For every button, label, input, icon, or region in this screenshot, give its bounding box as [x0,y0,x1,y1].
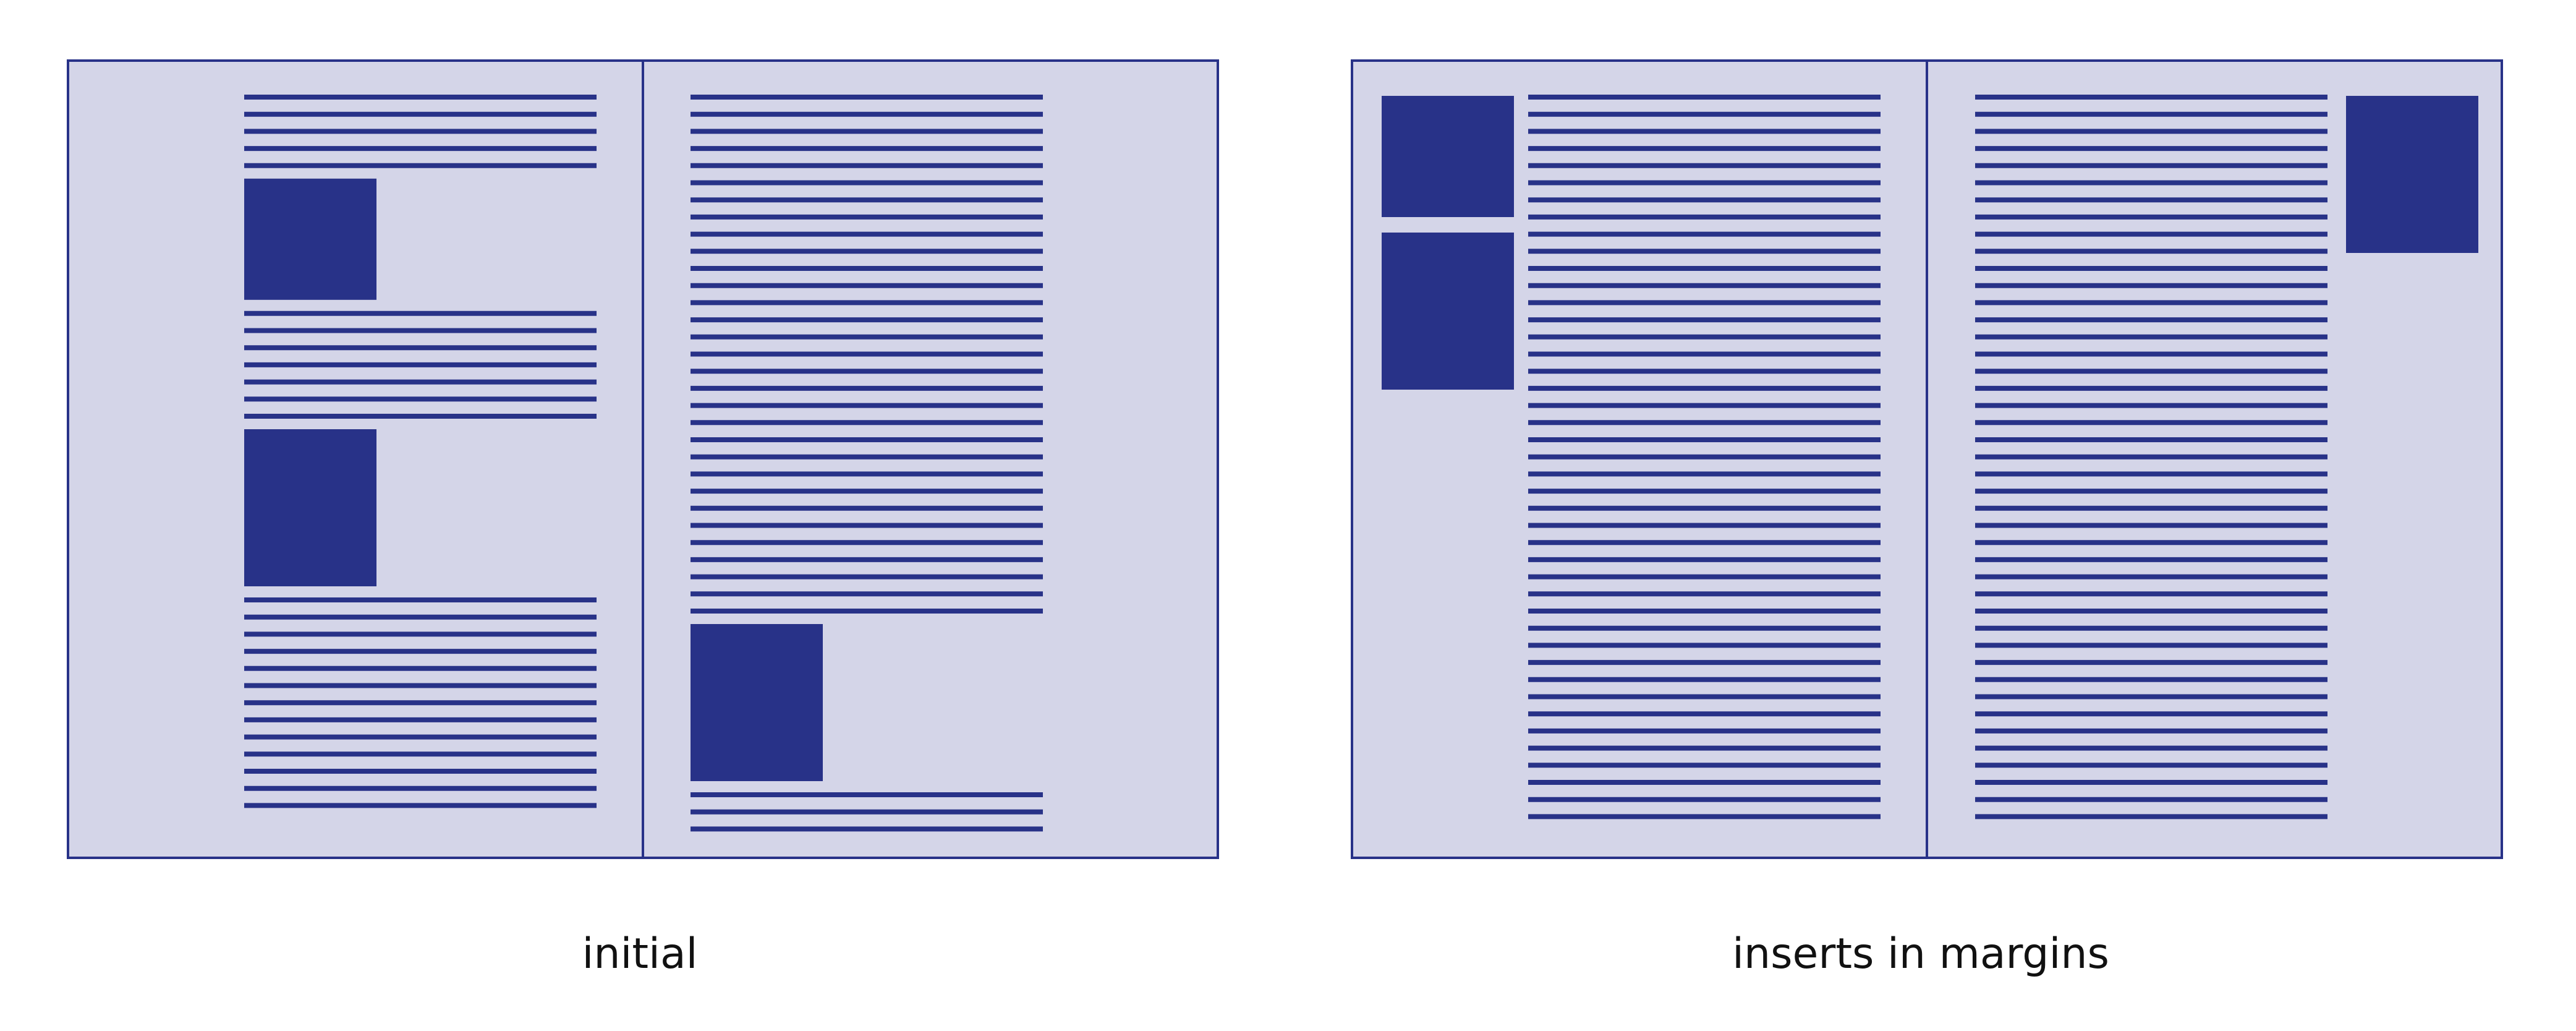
image-insert [1382,233,1514,390]
image-insert [691,624,823,781]
image-insert [2346,96,2478,253]
image-insert [244,179,376,300]
panel-initial [68,61,1218,858]
panel-inserts-in-margins [1352,61,2502,858]
image-insert [1382,96,1514,217]
caption-initial: initial [582,930,698,978]
image-insert [244,429,376,586]
caption-inserts-in-margins: inserts in margins [1732,930,2109,978]
